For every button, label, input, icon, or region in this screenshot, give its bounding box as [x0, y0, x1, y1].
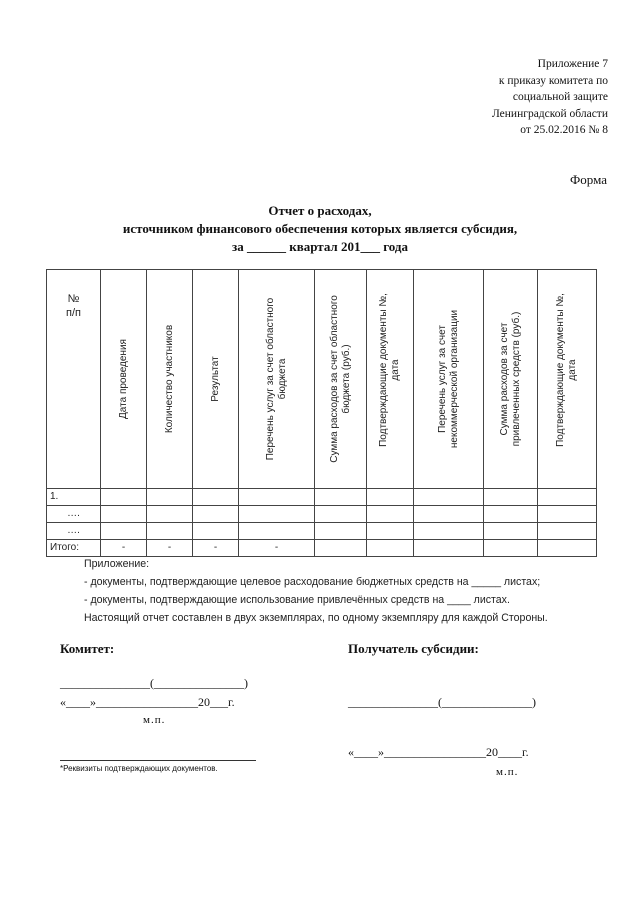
table-cell	[414, 506, 484, 523]
committee-date-line: «____»_________________20___г.	[60, 695, 235, 709]
header-result	[193, 270, 239, 489]
header-label: Сумма расходов за счет привлеченных средств (руб.)	[498, 311, 522, 447]
table-cell	[538, 540, 597, 557]
table-cell	[414, 489, 484, 506]
table-cell: ….	[47, 506, 101, 523]
table-cell	[367, 523, 414, 540]
header-label: Перечень услуг за счет некоммерческой организации	[436, 309, 460, 449]
table-cell: -	[193, 540, 239, 557]
table-row	[47, 506, 597, 523]
header-label: Дата проведения	[117, 339, 129, 419]
header-date	[101, 270, 147, 489]
table-cell	[193, 506, 239, 523]
table-cell	[315, 540, 367, 557]
table-cell	[367, 506, 414, 523]
appendix-line: к приказу комитета по	[498, 74, 608, 87]
title-line-2: источником финансового обеспечения которых является субсидия,	[122, 221, 518, 236]
table-cell	[315, 523, 367, 540]
table-cell	[484, 523, 538, 540]
table-cell	[147, 489, 193, 506]
appendix-line: Приложение 7	[537, 58, 608, 70]
committee-label: Комитет:	[60, 641, 115, 656]
notes-item: Настоящий отчет составлен в двух экземплярах, по одному экземпляру для каждой Стороны.	[84, 612, 548, 624]
table-cell	[101, 523, 147, 540]
appendix-header	[492, 56, 608, 139]
table-total-row	[47, 540, 597, 557]
header-number	[47, 270, 101, 489]
table-cell: ….	[47, 523, 101, 540]
header-docs-1	[367, 270, 414, 489]
notes-item: - документы, подтверждающие целевое расходование бюджетных средств на _____ листах;	[84, 576, 541, 588]
table-cell	[367, 540, 414, 557]
table-cell	[484, 506, 538, 523]
appendix-line: Ленинградской области	[491, 107, 608, 120]
table-cell: -	[147, 540, 193, 557]
notes-heading: Приложение:	[84, 558, 150, 570]
committee-sign-line: _______________(_______________)	[60, 676, 248, 690]
footnote-divider	[60, 760, 256, 761]
recipient-stamp-place: м.п.	[496, 766, 519, 778]
table-cell	[484, 540, 538, 557]
header-label: Подтверждающие документы №, дата	[378, 293, 401, 447]
table-cell	[239, 523, 315, 540]
table-cell	[414, 540, 484, 557]
header-services-nko	[414, 270, 484, 489]
table-cell	[315, 506, 367, 523]
header-participants	[147, 270, 193, 489]
form-label: Форма	[570, 172, 607, 187]
table-cell	[101, 489, 147, 506]
table-cell	[367, 489, 414, 506]
table-cell	[239, 489, 315, 506]
appendix-line: социальной защите	[512, 91, 608, 103]
table-cell	[101, 506, 147, 523]
title-line-3: за ______ квартал 201___ года	[231, 239, 409, 254]
recipient-sign-line: _______________(_______________)	[348, 695, 536, 709]
recipient-label: Получатель субсидии:	[348, 641, 479, 656]
header-services-regional	[239, 270, 315, 489]
table-cell: Итого:	[47, 540, 101, 557]
header-label: Количество участников	[163, 324, 175, 434]
table-cell	[414, 523, 484, 540]
notes-block	[84, 555, 548, 627]
appendix-line: от 25.02.2016 № 8	[520, 124, 608, 136]
header-amount-regional	[315, 270, 367, 489]
table-cell	[193, 489, 239, 506]
recipient-date-line: «____»_________________20____г.	[348, 745, 529, 759]
header-label: Перечень услуг за счет областного бюджета	[264, 297, 288, 461]
document-title	[0, 202, 640, 256]
table-cell: 1.	[47, 489, 101, 506]
report-table	[46, 269, 597, 557]
footnote: *Реквизиты подтверждающих документов.	[60, 764, 218, 773]
table-row	[47, 489, 597, 506]
header-label: Результат	[209, 356, 221, 402]
table-cell	[484, 489, 538, 506]
table-cell	[538, 506, 597, 523]
table-cell	[315, 489, 367, 506]
header-label: Сумма расходов за счет областного бюджета (руб.)	[328, 295, 352, 463]
title-line-1: Отчет о расходах,	[268, 203, 372, 218]
header-amount-attracted	[484, 270, 538, 489]
table-cell	[147, 523, 193, 540]
table-cell	[239, 506, 315, 523]
table-cell	[147, 506, 193, 523]
table-header-row	[47, 270, 597, 489]
table-cell	[538, 523, 597, 540]
header-label: Подтверждающие документы №, дата	[555, 293, 578, 447]
header-docs-2	[538, 270, 597, 489]
notes-item: - документы, подтверждающие использование привлечённых средств на ____ листах.	[84, 594, 510, 606]
table-cell	[193, 523, 239, 540]
header-label: № п/п	[66, 293, 81, 319]
table-row	[47, 523, 597, 540]
committee-stamp-place: м.п.	[143, 714, 166, 726]
table-cell	[538, 489, 597, 506]
table-cell: -	[101, 540, 147, 557]
table-cell: -	[239, 540, 315, 557]
